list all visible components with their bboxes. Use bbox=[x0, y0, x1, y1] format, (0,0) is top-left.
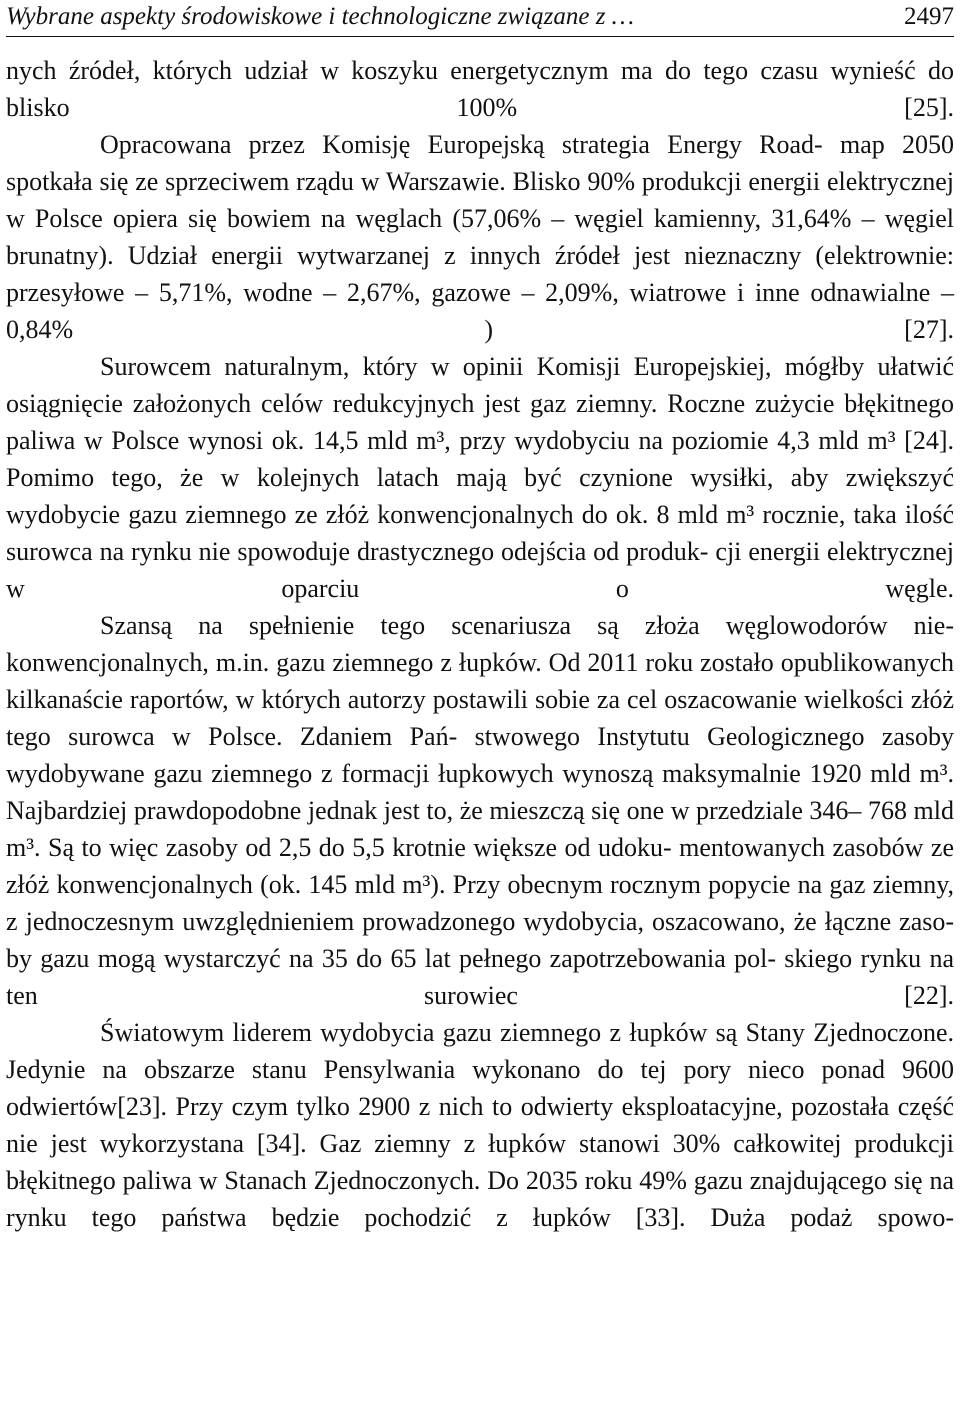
paragraph-shale-gas bbox=[6, 607, 954, 1014]
text-line: Zjednoczone. Jedynie na obszarze stanu Pensylwania wykonano do tej bbox=[6, 1018, 954, 1084]
text-line: ziemny z łupków stanowi 30% całkowitej produkcji błękitnego paliwa bbox=[6, 1129, 955, 1195]
text-line: opublikowanych kilkanaście raportów, w których autorzy postawili sobie bbox=[6, 648, 955, 714]
text-line: nych źródeł, których udział w koszyku energetycznym ma do tego czasu bbox=[6, 56, 819, 85]
text-line: Światowym liderem wydobycia gazu ziemnego z łupków są Stany bbox=[100, 1018, 805, 1047]
text-line: Surowcem naturalnym, który w opinii Komisji Europejskiej, bbox=[100, 352, 772, 381]
text-line: mentowanych zasobów ze złóż konwencjonalnych (ok. 145 mld m³). bbox=[6, 833, 954, 899]
text-line: mógłby ułatwić osiągnięcie założonych celów redukcyjnych jest gaz bbox=[6, 352, 954, 418]
text-line: wynieść do blisko 100% [25]. bbox=[6, 56, 954, 122]
text-line: w Stanach Zjednoczonych. Do 2035 roku 49% gazu znajdującego się na bbox=[198, 1166, 955, 1195]
page-number: 2497 bbox=[904, 3, 954, 30]
text-line: produkcji energii elektrycznej w Polsce opiera się bowiem na węglach bbox=[6, 167, 955, 233]
paragraph-continuation bbox=[6, 52, 954, 126]
text-line: cji energii elektrycznej w oparciu o węgle. bbox=[6, 537, 955, 603]
text-line: uwzględnieniem prowadzonego wydobycia, oszacowano, że łączne zaso- bbox=[182, 907, 955, 936]
body-text bbox=[6, 52, 954, 1236]
running-title: Wybrane aspekty środowiskowe i technologiczne związane z … bbox=[6, 3, 634, 30]
paragraph-world-leader bbox=[6, 1014, 954, 1236]
text-line: map 2050 spotkała się ze sprzeciwem rządu w Warszawie. Blisko 90% bbox=[6, 130, 955, 196]
text-line: za cel oszacowanie wielkości złóż tego surowca w Polsce. Zdaniem Pań- bbox=[6, 685, 955, 751]
text-line: Opracowana przez Komisję Europejską strategia Energy Road- bbox=[100, 130, 823, 159]
text-line: z formacji łupkowych wynoszą maksymalnie 1920 mld m³. Najbardziej bbox=[6, 759, 954, 825]
text-line: skiego rynku na ten surowiec [22]. bbox=[6, 944, 954, 1010]
text-line: 5,71%, wodne – 2,67%, gazowe – 2,09%, wiatrowe i inne odnawialne – bbox=[158, 278, 954, 307]
text-line: ilość surowca na rynku nie spowoduje drastycznego odejścia od produk- bbox=[6, 500, 955, 566]
text-line: stwowego Instytutu Geologicznego zasoby wydobywane gazu ziemnego bbox=[6, 722, 955, 788]
text-line: 768 mld m³. Są to więc zasoby od 2,5 do 5,5 krotnie większe od udoku- bbox=[6, 796, 955, 862]
paragraph-natural-gas bbox=[6, 348, 954, 607]
text-line: 0,84% ) [27]. bbox=[6, 315, 954, 344]
text-line: (57,06% – węgiel kamienny, 31,64% – węgiel brunatny). Udział energii bbox=[6, 204, 955, 270]
text-line: prawdopodobne jednak jest to, że mieszczą się one w przedziale 346– bbox=[133, 796, 862, 825]
text-line: odwierty eksploatacyjne, pozostała część nie jest wykorzystana [34]. Gaz bbox=[6, 1092, 955, 1158]
text-line: m³, przy wydobyciu na poziomie 4,3 mld m³ [24]. Pomimo tego, że w bbox=[6, 426, 954, 492]
text-line: Szansą na spełnienie tego scenariusza są złoża węglowodorów nie- bbox=[100, 611, 954, 640]
text-line: Przy obecnym rocznym popycie na gaz ziemny, z jednoczesnym bbox=[6, 870, 955, 936]
text-line: rynku tego państwa będzie pochodzić z łupków [33]. Duża podaż spowo- bbox=[6, 1203, 954, 1232]
running-header bbox=[6, 2, 954, 37]
text-line: pory nieco ponad 9600 odwiertów[23]. Przy czym tylko 2900 z nich to bbox=[6, 1055, 954, 1121]
text-line: konwencjonalnych, m.in. gazu ziemnego z łupków. Od 2011 roku zostało bbox=[6, 648, 774, 677]
paragraph-energy-roadmap bbox=[6, 126, 954, 348]
text-line: by gazu mogą wystarczyć na 35 do 65 lat pełnego zapotrzebowania pol- bbox=[6, 944, 776, 973]
text-line: gazu ziemnego ze złóż konwencjonalnych do ok. 8 mld m³ rocznie, taka bbox=[128, 500, 897, 529]
text-line: wytwarzanej z innych źródeł jest nieznaczny (elektrownie: przesyłowe – bbox=[6, 241, 954, 307]
text-line: ziemny. Roczne zużycie błękitnego paliwa w Polsce wynosi ok. 14,5 mld bbox=[6, 389, 954, 455]
text-line: kolejnych latach mają być czynione wysiłki, aby zwiększyć wydobycie bbox=[6, 463, 954, 529]
